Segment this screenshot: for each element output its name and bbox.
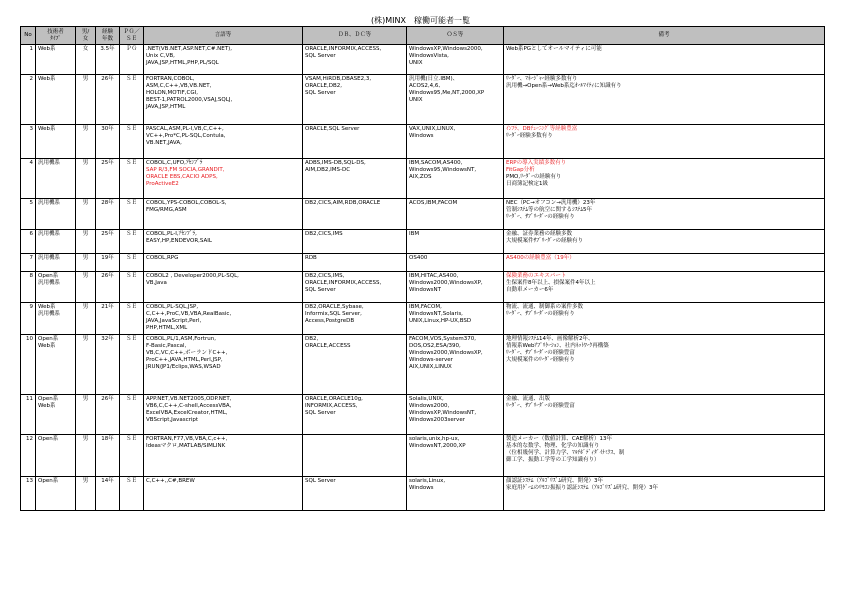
cell-notes: [504, 230, 825, 254]
cell-lang-line: COBOL,RPG: [146, 255, 179, 261]
cell-type: [36, 303, 76, 335]
cell-lang-line: JAVA,JSP,HTML: [146, 104, 186, 110]
cell-type: [36, 435, 76, 477]
cell-lang-line: FMG/RMG,ASM: [146, 207, 187, 213]
cell-lang: [144, 272, 303, 303]
table-row: [21, 272, 825, 303]
cell-os: [407, 435, 504, 477]
page-title: (株)MINX 稼働可能者一覧: [371, 16, 470, 25]
cell-notes-line: ﾘｰﾀﾞｰ、ｻﾌﾞﾘｰﾀﾞｰの経験有り: [506, 214, 575, 220]
cell-gender: 男: [76, 75, 96, 125]
cell-notes-line: 御工学、振動工学等の工学知識有り）: [506, 457, 600, 463]
cell-type: [36, 272, 76, 303]
cell-type: [36, 125, 76, 159]
cell-lang-line: .NET(VB.NET,ASP.NET,C#.NET),: [146, 46, 233, 52]
cell-gender: 男: [76, 435, 96, 477]
cell-os: [407, 125, 504, 159]
cell-gender: 男: [76, 199, 96, 230]
cell-os-line: Windows2003server: [409, 417, 465, 423]
cell-type-line: Open系: [38, 396, 59, 402]
cell-os-line: WindowsVista,: [409, 53, 449, 59]
cell-os-line: AIX,ZOS: [409, 174, 432, 180]
cell-notes-line: 基本的な数学、物理、化学の知識有り: [506, 443, 600, 449]
cell-os-line: WindowsNT: [409, 287, 442, 293]
cell-os-line: ACOS,IBM,FACOM: [409, 200, 458, 206]
cell-type: [36, 335, 76, 395]
cell-db-line: ADBS,IMS-DB,SQL-DS,: [305, 160, 366, 166]
cell-db: [303, 335, 407, 395]
cell-lang-line: FORTRAN,F77,VB,VBA,C,c++,: [146, 436, 228, 442]
cell-years: 3.5年: [96, 45, 120, 75]
cell-notes: [504, 395, 825, 435]
cell-notes-line: 日商簿記検定1級: [506, 181, 548, 187]
cell-years: 14年: [96, 477, 120, 511]
cell-db-line: SQL Server: [305, 410, 336, 416]
table-row: [21, 75, 825, 125]
cell-pgse: ＳＥ: [120, 125, 144, 159]
cell-os-line: IBM,HITAC,AS400,: [409, 273, 459, 279]
cell-lang-line: C,C++,,C#,BREW: [146, 478, 195, 484]
cell-lang-line: COBOL,YPS-COBOL,COBOL-S,: [146, 200, 227, 206]
cell-lang-line: ProC++,JAVA,HTML,Perl,JSP,: [146, 357, 223, 363]
cell-years: 25年: [96, 230, 120, 254]
table-row: [21, 230, 825, 254]
cell-os-line: DOS,OS2,ESA/390,: [409, 343, 461, 349]
cell-os-line: solaris,Linux,: [409, 478, 446, 484]
cell-lang-line: VB,Java: [146, 280, 167, 286]
cell-db-line: DB2,CICS,IMS,: [305, 273, 345, 279]
cell-notes-line: ﾘｰﾀﾞｰ経験多数有り: [506, 133, 553, 139]
cell-type-line: Open系: [38, 273, 59, 279]
cell-os: [407, 395, 504, 435]
cell-lang-line: COBOL,C,UFO,ｱｾﾝﾌﾞﾗ: [146, 160, 203, 166]
engineer-table: [20, 26, 825, 511]
cell-os-line: IBM,FACOM,: [409, 304, 442, 310]
cell-os: [407, 199, 504, 230]
cell-lang: [144, 254, 303, 272]
cell-lang-line: C,C++,ProC,VB,VBA,RealBasic,: [146, 311, 232, 317]
cell-no: 13: [21, 477, 36, 511]
cell-os-line: Solalis,UNIX,: [409, 396, 444, 402]
cell-type-line: Web系: [38, 126, 56, 132]
cell-os: [407, 230, 504, 254]
header-lang: 言語等: [144, 27, 303, 45]
cell-db-line: Access,PostgreDB: [305, 318, 355, 324]
cell-type-line: 汎用機系: [38, 200, 61, 206]
cell-os: [407, 75, 504, 125]
cell-os-line: Windows95,WindowsNT,: [409, 167, 477, 173]
cell-pgse: ＳＥ: [120, 199, 144, 230]
cell-notes-line: Web系PGとしてオールマイティに可能: [506, 46, 602, 52]
table-row: [21, 303, 825, 335]
cell-notes: [504, 477, 825, 511]
cell-lang-line: Unix C,VB,: [146, 53, 175, 59]
header-gender: 男/ 女: [76, 27, 96, 45]
cell-type-line: 汎用機系: [38, 231, 61, 237]
cell-lang-line: JRUN/JP1/Eclips,WAS,WSAD: [146, 364, 221, 370]
cell-lang-line: COBOL2 , Developer2000,PL-SQL,: [146, 273, 239, 279]
cell-gender: 男: [76, 272, 96, 303]
cell-notes-line: AS400の経験豊富（19年）: [506, 255, 575, 261]
cell-lang: [144, 125, 303, 159]
cell-notes: [504, 303, 825, 335]
cell-notes: [504, 125, 825, 159]
cell-os-line: solaris,unix,hp-ux,: [409, 436, 460, 442]
cell-lang-line: COBOL,PL-SQL,JSP,: [146, 304, 199, 310]
cell-notes-line: 金融、証券業務の経験多数: [506, 231, 573, 237]
cell-lang-line: VB,C,VC,C++,ボーランドC++,: [146, 350, 228, 356]
cell-notes-line: 保険業務のエキスパート: [506, 273, 567, 279]
table-row: [21, 159, 825, 199]
cell-db: [303, 477, 407, 511]
cell-notes-line: 大規模案件ｻﾌﾞﾘｰﾀﾞｰの経験有り: [506, 238, 584, 244]
cell-db-line: ORACLE,SQL Server: [305, 126, 360, 132]
header-db: ＤＢ、ＤＣ等: [303, 27, 407, 45]
cell-gender: 男: [76, 230, 96, 254]
cell-type: [36, 75, 76, 125]
cell-type-line: Open系: [38, 436, 59, 442]
cell-lang-line: VBScript,Javascript: [146, 417, 199, 423]
table-row: [21, 254, 825, 272]
cell-notes-line: 情報系Webｱﾌﾟﾘｹｰｼｮﾝ、社内ﾈｯﾄﾜｰｸ再構築: [506, 343, 609, 349]
cell-db-line: ORACLE,INFORMIX,ACCESS,: [305, 46, 382, 52]
cell-lang: [144, 477, 303, 511]
cell-lang: [144, 159, 303, 199]
cell-notes: [504, 254, 825, 272]
cell-db-line: Informix,SQL Server,: [305, 311, 362, 317]
cell-lang-line: PHP,HTML,XML: [146, 325, 188, 331]
cell-notes-line: ERPの導入実績多数有り: [506, 160, 567, 166]
header-years: 経験 年数: [96, 27, 120, 45]
cell-db-line: DB2,: [305, 336, 319, 342]
cell-years: 26年: [96, 272, 120, 303]
cell-notes-line: 生保案件8年以上、損保案件4年以上: [506, 280, 596, 286]
cell-notes-line: 汎用機→Open系→Web系迄ｵｰﾙﾏｲﾃｨに知識有り: [506, 83, 622, 89]
cell-notes-line: 家庭用ｹﾞｰﾑのﾘﾓｺﾝ振振り認証ｼｽﾃﾑ（ｱﾙｺﾞﾘｽﾞﾑ研究、開発）3年: [506, 485, 659, 491]
cell-db: [303, 75, 407, 125]
cell-db-line: DB2,CICS,AIM,RDB,ORACLE: [305, 200, 381, 206]
cell-gender: 男: [76, 395, 96, 435]
cell-db-line: ORACLE,ORACLE10g,: [305, 396, 363, 402]
cell-lang-line: HOLON,MOTIF,CGI,: [146, 90, 198, 96]
table-row: [21, 435, 825, 477]
cell-lang-line: SAP R/3,FM SOCIA,GRANDIT,: [146, 167, 225, 173]
cell-notes: [504, 272, 825, 303]
cell-lang: [144, 230, 303, 254]
cell-lang: [144, 75, 303, 125]
cell-notes-line: 大規模案件のﾘｰﾀﾞｰ経験有り: [506, 357, 575, 363]
cell-type-line: Web系: [38, 304, 56, 310]
cell-type: [36, 45, 76, 75]
cell-os: [407, 303, 504, 335]
cell-lang: [144, 303, 303, 335]
cell-notes-line: 管制ｼｽﾃﾑ等の航空に関するｼｽﾃﾑ5年: [506, 207, 593, 213]
cell-gender: 男: [76, 125, 96, 159]
cell-os-line: WindowsXP,WindowsNT,: [409, 410, 477, 416]
header-pgse: ＰＧ／ ＳＥ: [120, 27, 144, 45]
cell-pgse: ＳＥ: [120, 159, 144, 199]
cell-db-line: ORACLE,DB2,: [305, 83, 342, 89]
cell-db: [303, 272, 407, 303]
cell-os-line: Windows: [409, 485, 434, 491]
cell-notes: [504, 335, 825, 395]
cell-notes-line: 物流、流通、制御系の案件多数: [506, 304, 584, 310]
cell-pgse: ＰＧ: [120, 45, 144, 75]
header-type: 技術者 ﾀｲﾌﾟ: [36, 27, 76, 45]
cell-notes: [504, 75, 825, 125]
cell-no: 4: [21, 159, 36, 199]
cell-notes-line: 金融、流通、出版: [506, 396, 551, 402]
cell-os: [407, 159, 504, 199]
cell-pgse: ＳＥ: [120, 435, 144, 477]
cell-os-line: UNIX,Linux,HP-UX,BSD: [409, 318, 472, 324]
cell-type: [36, 199, 76, 230]
cell-type-line: 汎用機系: [38, 311, 61, 317]
table-row: [21, 125, 825, 159]
cell-no: 3: [21, 125, 36, 159]
cell-lang-line: BEST-1,PATROL2000,VSAJ,SQLJ,: [146, 97, 233, 103]
header-no: No: [21, 27, 36, 45]
cell-db-line: SQL Server: [305, 478, 336, 484]
cell-notes-line: ﾘｰﾀﾞｰ、ﾏﾈｰｼﾞｬｰ経験多数有り: [506, 76, 578, 82]
cell-no: 2: [21, 75, 36, 125]
cell-notes-line: NEC（PC→オフコン→汎用機）23年: [506, 200, 596, 206]
cell-db: [303, 435, 407, 477]
cell-os-line: ACOS2,4,6、: [409, 83, 444, 89]
cell-os-line: Windows2000,WindowsXP,: [409, 280, 483, 286]
cell-db: [303, 303, 407, 335]
cell-db-line: RDB: [305, 255, 317, 261]
cell-db-line: SQL Server: [305, 287, 336, 293]
cell-os-line: WindowsNT,2000,XP: [409, 443, 466, 449]
cell-type: [36, 254, 76, 272]
cell-years: 26年: [96, 75, 120, 125]
cell-notes: [504, 435, 825, 477]
cell-os: [407, 335, 504, 395]
cell-os-line: Windows: [409, 133, 434, 139]
cell-notes: [504, 159, 825, 199]
cell-years: 32年: [96, 335, 120, 395]
cell-years: 21年: [96, 303, 120, 335]
cell-notes-line: （位相幾何学、計算力学、ﾏﾙﾁﾎﾞﾃﾞｨﾀﾞｲﾅﾐｸｽ、制: [506, 450, 625, 456]
cell-type: [36, 395, 76, 435]
cell-lang-line: ExcelVBA,ExcelCreator,HTML,: [146, 410, 228, 416]
cell-db: [303, 199, 407, 230]
cell-no: 6: [21, 230, 36, 254]
cell-type-line: Web系: [38, 46, 56, 52]
cell-notes-line: PMO,ﾘｰﾀﾞｰの経験有り: [506, 174, 562, 180]
cell-os-line: AIX,UNIX,LINUX: [409, 364, 452, 370]
cell-db-line: INFORMIX,ACCESS,: [305, 403, 358, 409]
cell-notes-line: ｲﾝﾌﾗ、DBﾁｭｰﾆﾝｸﾞ等経験豊富: [506, 126, 578, 132]
cell-db: [303, 45, 407, 75]
table-row: [21, 335, 825, 395]
cell-lang-line: ORACLE EBS,CACIO ADPS,: [146, 174, 218, 180]
cell-lang-line: ASM,C,C++,VB,VB.NET,: [146, 83, 212, 89]
cell-lang-line: JAVA,JSP,HTML,PHP,PL/SQL: [146, 60, 219, 66]
header-row: [21, 27, 825, 45]
cell-os-line: Windows2000,WindowsXP,: [409, 350, 483, 356]
cell-db-line: ORACLE,INFORMIX,ACCESS,: [305, 280, 382, 286]
table-row: [21, 477, 825, 511]
cell-db-line: ORACLE,ACCESS: [305, 343, 351, 349]
cell-notes-line: ﾘｰﾀﾞｰ、ｻﾌﾞﾘｰﾀﾞｰの経験豊富: [506, 403, 575, 409]
cell-type-line: Web系: [38, 343, 56, 349]
cell-os: [407, 272, 504, 303]
cell-lang-line: EASY,HP,ENDEVOR,SAIL: [146, 238, 212, 244]
cell-lang-line: VB6,C,C++,C-shell,AccessVBA,: [146, 403, 232, 409]
header-notes: 備考: [504, 27, 825, 45]
cell-notes: [504, 45, 825, 75]
cell-no: 7: [21, 254, 36, 272]
cell-gender: 男: [76, 303, 96, 335]
cell-os-line: WindowsXP,Windows2000,: [409, 46, 483, 52]
cell-lang: [144, 45, 303, 75]
cell-lang-line: COBOL,PL/1,ASM,Fortrun,: [146, 336, 216, 342]
cell-pgse: ＳＥ: [120, 477, 144, 511]
cell-no: 10: [21, 335, 36, 395]
cell-notes-line: 地理情報ｼｽﾃﾑ14年、画像解析2年、: [506, 336, 594, 342]
cell-db-line: AIM,DB2,IMS-DC: [305, 167, 351, 173]
cell-os-line: Windows95,Me,NT,2000,XP: [409, 90, 485, 96]
cell-lang: [144, 335, 303, 395]
cell-notes: [504, 199, 825, 230]
cell-os-line: VAX,UNIX,LINUX,: [409, 126, 456, 132]
cell-no: 1: [21, 45, 36, 75]
cell-os-line: UNIX: [409, 97, 423, 103]
cell-type-line: Web系: [38, 76, 56, 82]
cell-os-line: IBM: [409, 231, 420, 237]
cell-type-line: Open系: [38, 336, 59, 342]
cell-pgse: ＳＥ: [120, 272, 144, 303]
cell-db: [303, 159, 407, 199]
cell-type-line: 汎用機系: [38, 160, 61, 166]
cell-os-line: IBM,SACOM,AS400,: [409, 160, 463, 166]
cell-os: [407, 45, 504, 75]
cell-no: 11: [21, 395, 36, 435]
cell-lang-line: JAVA,JavaScript,Perl,: [146, 318, 202, 324]
cell-lang-line: VB.NET,JAVA,: [146, 140, 182, 146]
cell-gender: 男: [76, 159, 96, 199]
cell-years: 18年: [96, 435, 120, 477]
cell-pgse: ＳＥ: [120, 254, 144, 272]
cell-gender: 男: [76, 477, 96, 511]
cell-gender: 男: [76, 335, 96, 395]
cell-gender: 女: [76, 45, 96, 75]
cell-no: 12: [21, 435, 36, 477]
cell-years: 28年: [96, 199, 120, 230]
cell-pgse: ＳＥ: [120, 303, 144, 335]
cell-os: [407, 254, 504, 272]
cell-notes-line: 顔認証ｼｽﾃﾑ（ｱﾙｺﾞﾘｽﾞﾑ研究、開発）3年: [506, 478, 604, 484]
cell-type-line: 汎用機系: [38, 255, 61, 261]
cell-db-line: DB2,CICS,IMS: [305, 231, 343, 237]
cell-pgse: ＳＥ: [120, 230, 144, 254]
cell-type: [36, 159, 76, 199]
cell-os-line: FACOM,VOS,System370,: [409, 336, 476, 342]
cell-no: 9: [21, 303, 36, 335]
cell-os-line: Windows-server: [409, 357, 453, 363]
cell-years: 26年: [96, 395, 120, 435]
table-row: [21, 199, 825, 230]
cell-years: 25年: [96, 159, 120, 199]
cell-os-line: OS400: [409, 255, 428, 261]
cell-no: 8: [21, 272, 36, 303]
cell-lang-line: Ideasマクロ,MATLAB/SIMLINK: [146, 443, 226, 449]
cell-type: [36, 477, 76, 511]
cell-type-line: Open系: [38, 478, 59, 484]
cell-db-line: VSAM,HiRDB,DBASE2,3,: [305, 76, 372, 82]
cell-no: 5: [21, 199, 36, 230]
cell-os-line: 汎用機(日立.IBM)、: [409, 76, 459, 82]
cell-db: [303, 230, 407, 254]
cell-db: [303, 125, 407, 159]
cell-db: [303, 254, 407, 272]
cell-notes-line: ﾘｰﾀﾞｰ、ｻﾌﾞﾘｰﾀﾞｰの経験豊富: [506, 350, 575, 356]
cell-lang-line: COBOL,PL-I,ｱｾﾝﾌﾞﾗ,: [146, 231, 197, 237]
cell-lang-line: F-Basic,Pascal,: [146, 343, 187, 349]
cell-years: 19年: [96, 254, 120, 272]
cell-lang: [144, 199, 303, 230]
cell-db: [303, 395, 407, 435]
cell-lang: [144, 435, 303, 477]
cell-lang: [144, 395, 303, 435]
cell-db-line: DB2,ORACLE,Sybase,: [305, 304, 364, 310]
cell-lang-line: APP.NET,VB.NET2005,ODP.NET,: [146, 396, 232, 402]
cell-os-line: UNIX: [409, 60, 423, 66]
cell-lang-line: FORTRAN,COBOL,: [146, 76, 195, 82]
cell-lang-line: ProActiveE2: [146, 181, 179, 187]
cell-os-line: Windows2000,: [409, 403, 450, 409]
table-row: [21, 45, 825, 75]
cell-notes-line: 製造メーカー（数値計算、CAE解析）13年: [506, 436, 612, 442]
cell-os: [407, 477, 504, 511]
cell-notes-line: 自動車メーカー6年: [506, 287, 554, 293]
cell-type-line: 汎用機系: [38, 280, 61, 286]
cell-db-line: SQL Server: [305, 53, 336, 59]
cell-lang-line: VC++,Pro*C,PL-SQL,Contula,: [146, 133, 226, 139]
header-os: ＯＳ等: [407, 27, 504, 45]
cell-years: 30年: [96, 125, 120, 159]
cell-lang-line: PASCAL,ASM,PL-I,VB,C,C++,: [146, 126, 224, 132]
cell-pgse: ＳＥ: [120, 335, 144, 395]
cell-notes-line: FitGap分析: [506, 167, 535, 173]
cell-pgse: ＳＥ: [120, 75, 144, 125]
cell-pgse: ＳＥ: [120, 395, 144, 435]
cell-gender: 男: [76, 254, 96, 272]
table-row: [21, 395, 825, 435]
cell-type: [36, 230, 76, 254]
cell-os-line: WindowsNT,Solaris,: [409, 311, 463, 317]
cell-db-line: SQL Server: [305, 90, 336, 96]
cell-notes-line: ﾘｰﾀﾞｰ、ｻﾌﾞﾘｰﾀﾞｰの経験有り: [506, 311, 575, 317]
cell-type-line: Web系: [38, 403, 56, 409]
